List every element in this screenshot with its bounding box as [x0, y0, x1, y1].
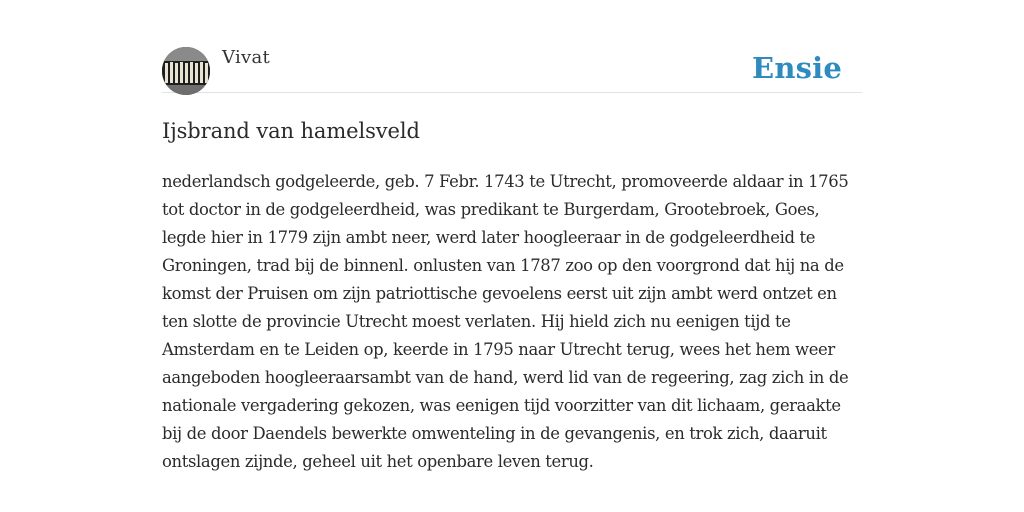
brand-logo[interactable]: Ensie: [752, 51, 842, 85]
page-title: Ijsbrand van hamelsveld: [162, 119, 420, 143]
username[interactable]: Vivat: [222, 47, 271, 68]
avatar-books-icon[interactable]: [162, 47, 210, 95]
definition-text: nederlandsch godgeleerde, geb. 7 Febr. 1743 te Utrecht, promoveerde aldaar in 1765 tot doctor in de godgeleerdheid, was predikant te Burgerdam, Grootebroek, Goes, legde hier in 1779 zijn ambt neer, werd later hoogleeraar in de godgeleerdheid te Groningen, trad bij de binnenl. onlusten van 1787 zoo op den voorgrond dat hij na de komst der Pruisen om zijn patriottische gevoelens eerst uit zijn ambt werd ontzet en ten slotte de provincie Utrecht moest verlaten. Hij hield zich nu eenigen tijd te Amsterdam en te Leiden op, keerde in 1795 naar Utrecht terug, wees het hem weer aangeboden hoogleeraarsambt van de hand, werd lid van de regeering, zag zich in de nationale vergadering gekozen, was eenigen tijd voorzitter van dit lichaam, geraakte bij de door Daendels bewerkte omwenteling in de gevangenis, en trok zich, daaruit ontslagen zijnde, geheel uit het openbare leven terug.: [162, 172, 849, 471]
header: [162, 46, 862, 93]
